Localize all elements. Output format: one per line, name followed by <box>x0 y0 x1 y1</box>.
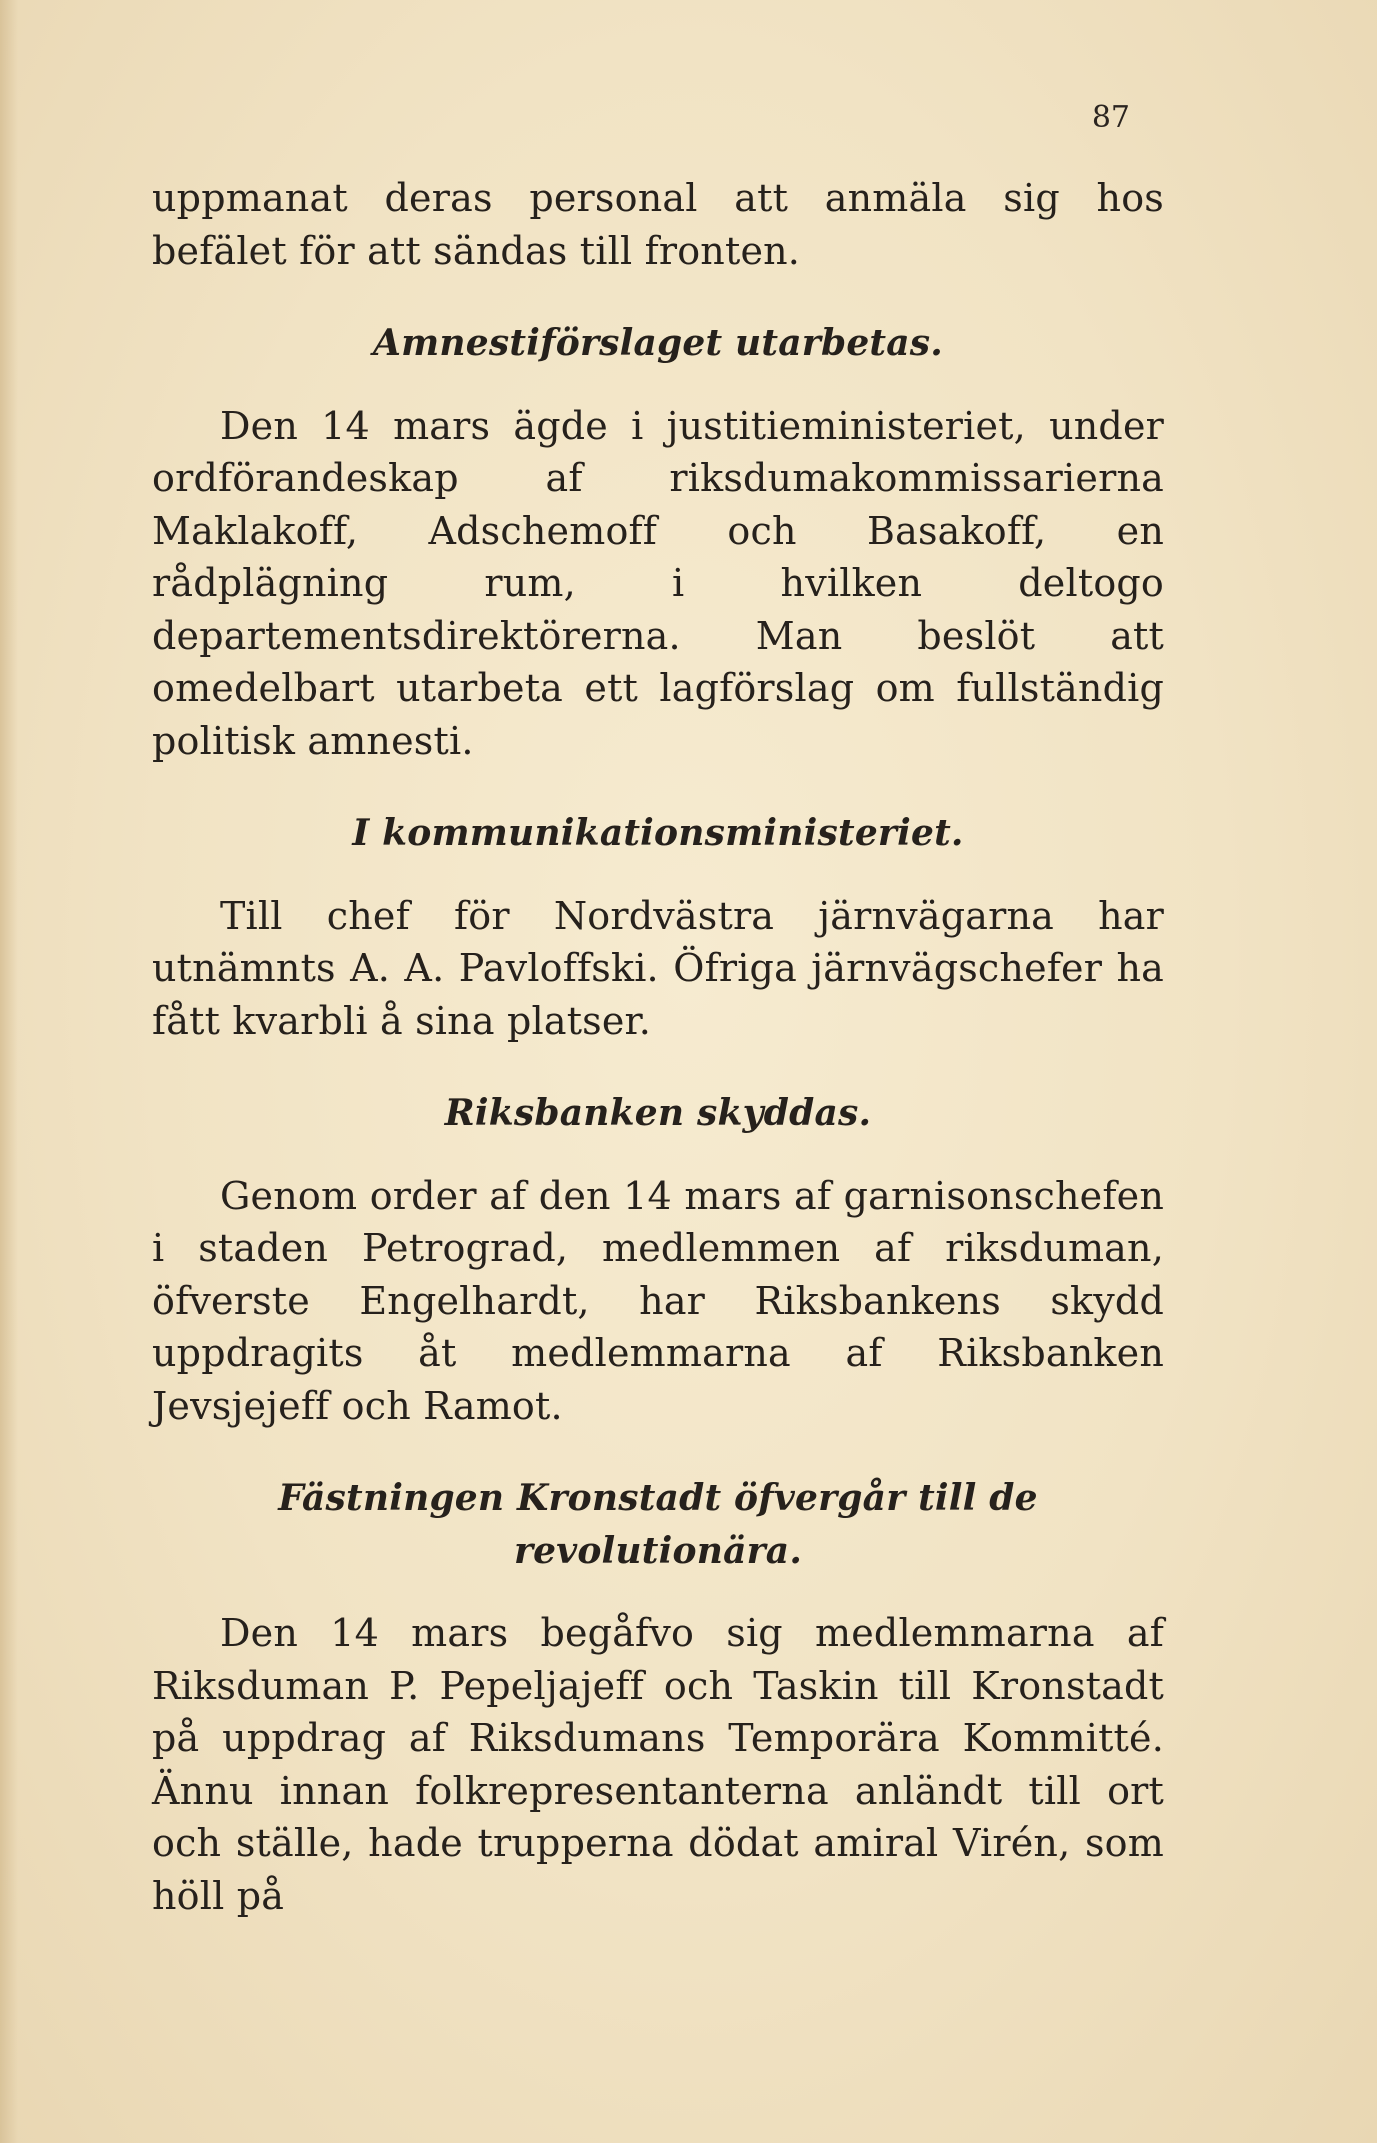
paragraph-riksbanken: Genom order af den 14 mars af garnisonschefen i staden Petrograd, medlemmen af riksduman, öfverste Engelhardt, har Riksbankens skydd uppdragits åt medlemmarna af Riksbanken Jevsjejeff och Ramot. <box>152 1173 1164 1428</box>
paragraph-kronstadt: Den 14 mars begåfvo sig medlemmarna af Riksduman P. Pepeljajeff och Taskin till Kronstadt på uppdrag af Riksdumans Temporära Kommitté. Ännu innan folkrepresentanterna anländt till ort och ställe, hade trupperna dödat amiral Virén, som höll på <box>152 1611 1164 1918</box>
paragraph-fronten: uppmanat deras personal att anmäla sig hos befälet för att sändas till fronten. <box>152 176 1164 273</box>
heading-riksbanken: Riksbanken skyddas. <box>444 1092 872 1134</box>
page-number: 87 <box>1091 100 1130 135</box>
heading-kommunikation: I kommunikationsministeriet. <box>352 812 964 854</box>
paragraph-kommunikation: Till chef för Nordvästra järnvägarna har utnämnts A. A. Pavloffski. Öfriga järnvägschefer ha fått kvarbli å sina platser. <box>152 893 1164 1043</box>
heading-kronstadt: Fästningen Kronstadt öfvergår till de revolutionära. <box>278 1477 1038 1572</box>
heading-amnesti: Amnestiförslaget utarbetas. <box>373 322 943 364</box>
paragraph-amnesti: Den 14 mars ägde i justitieministeriet, under ordförandeskap af riksdumakommissarierna Maklakoff, Adschemoff och Basakoff, en rådplägning rum, i hvilken deltogo departementsdirektörerna. Man beslöt att omedelbart utarbeta ett lagförslag om fullständig politisk amnesti. <box>152 403 1164 763</box>
page-edge-shadow <box>0 0 18 2143</box>
page-body <box>152 172 1164 1922</box>
